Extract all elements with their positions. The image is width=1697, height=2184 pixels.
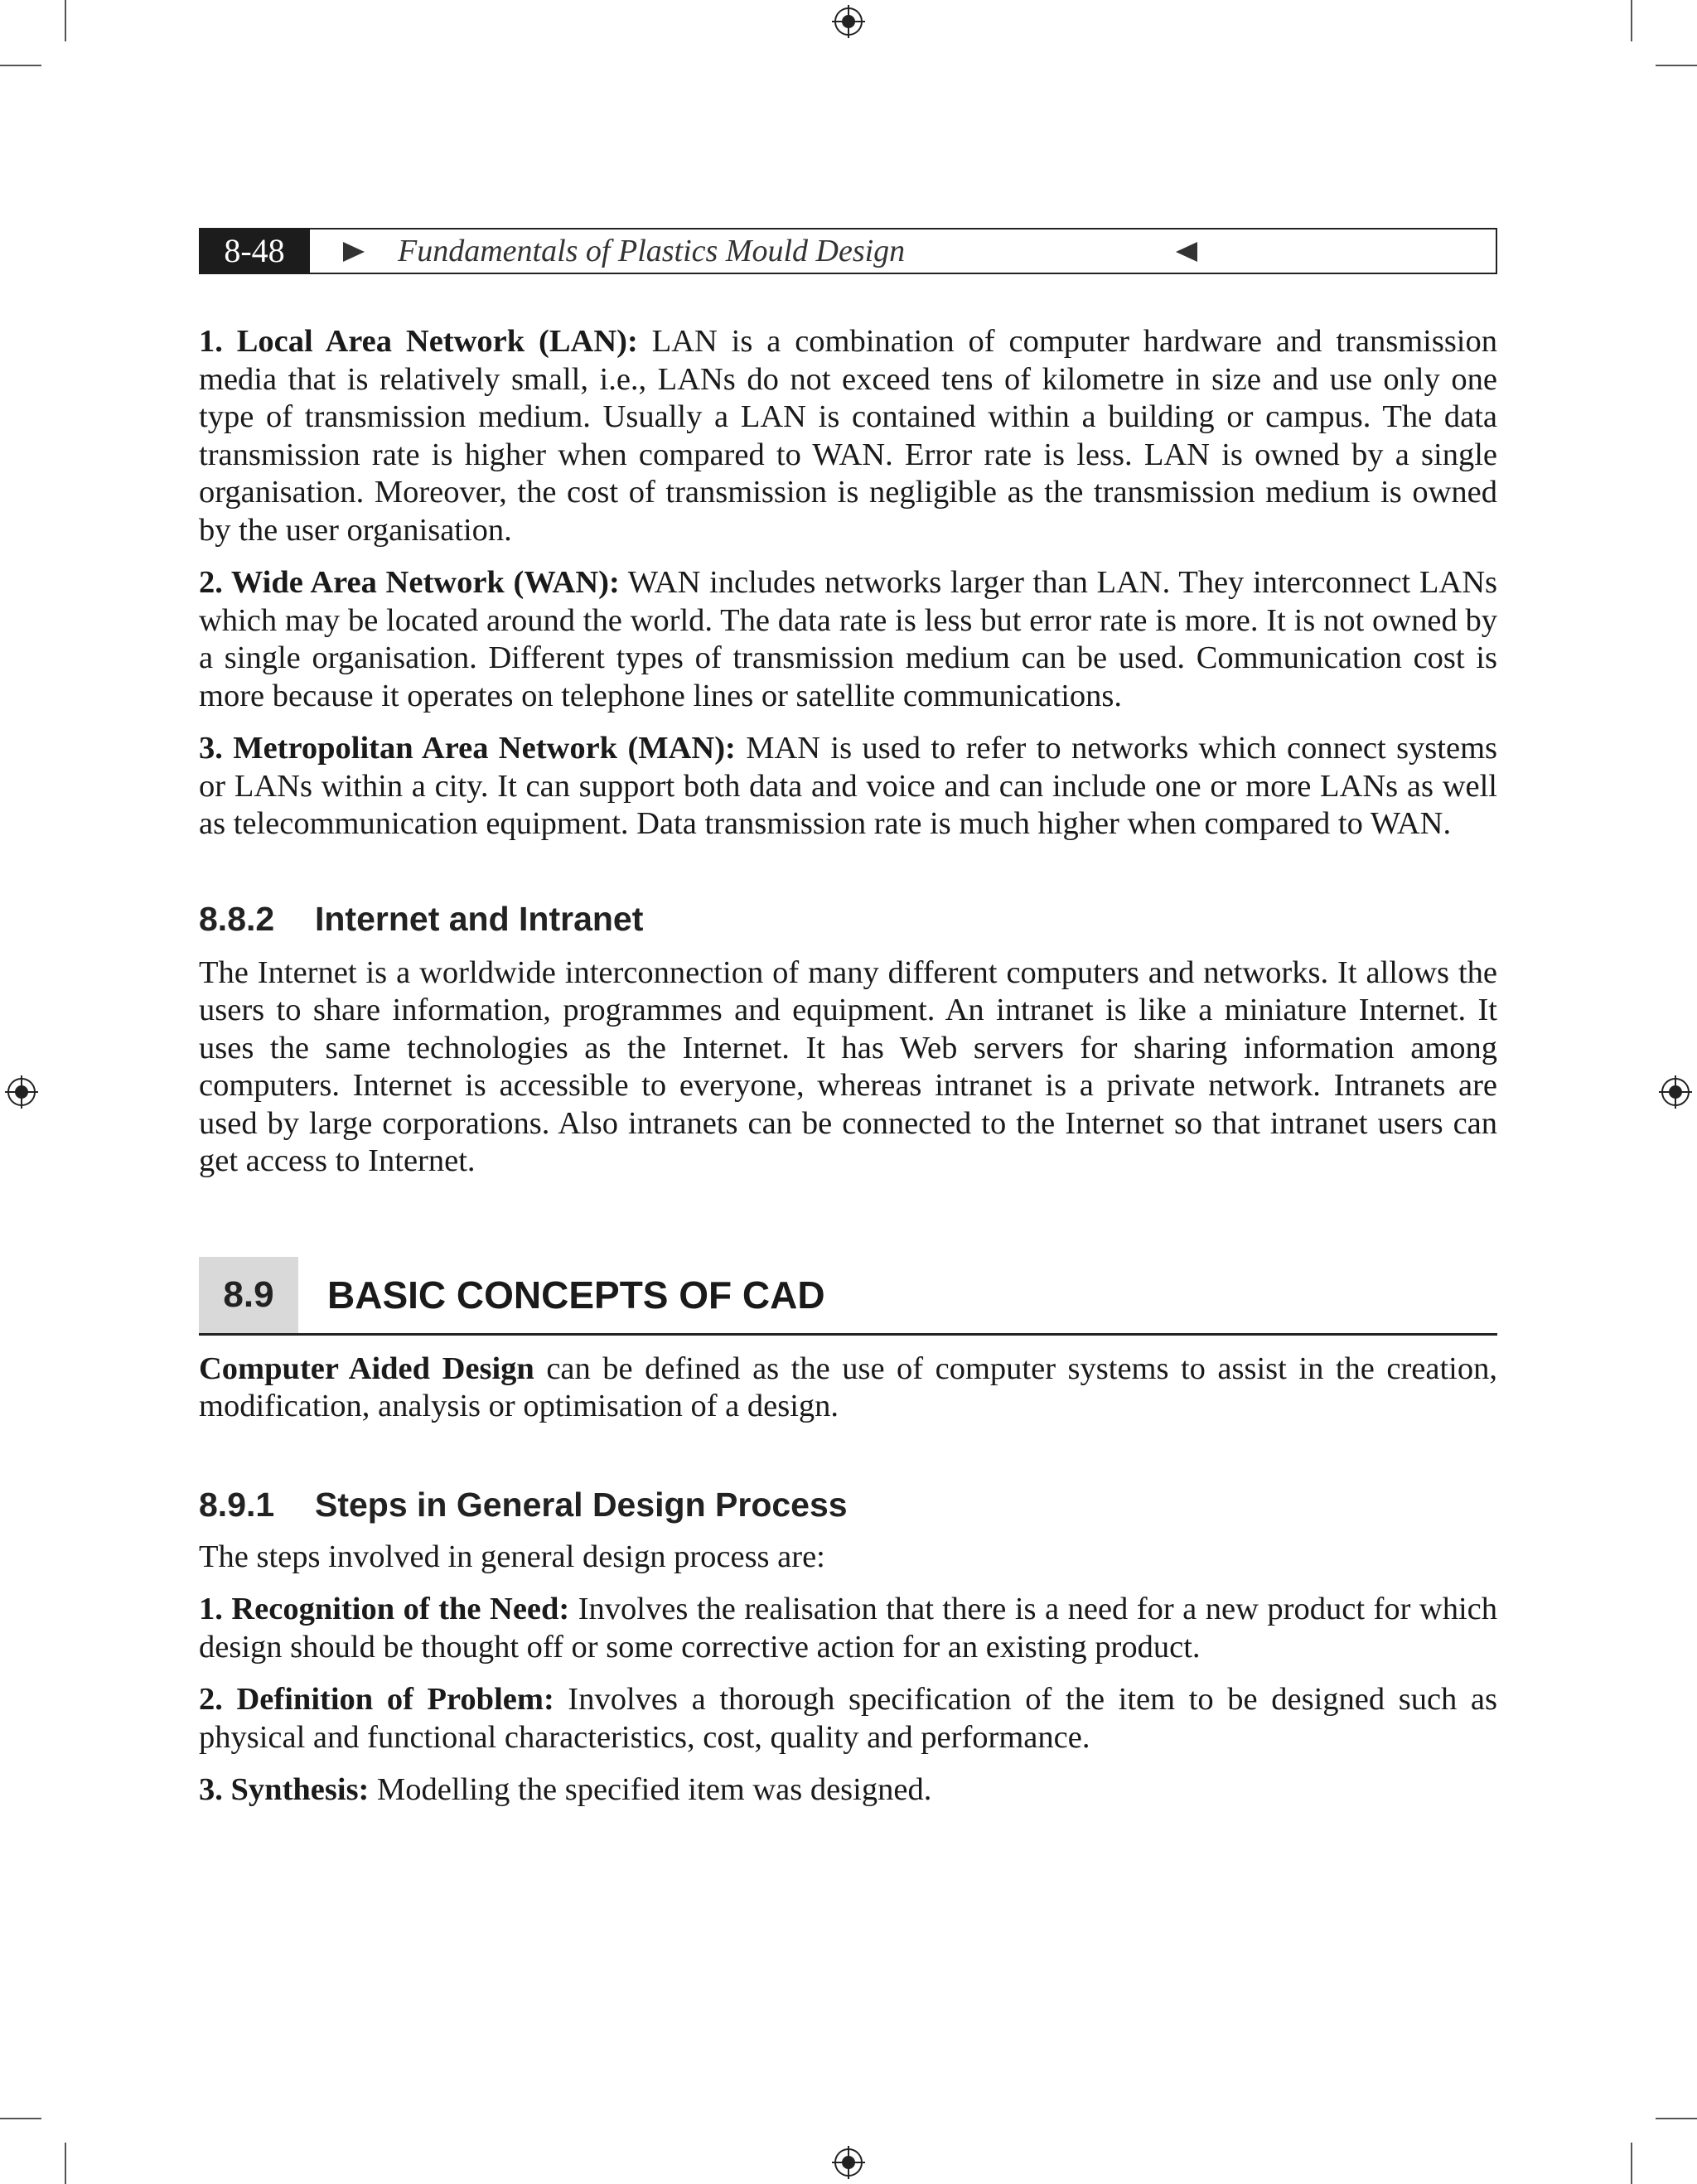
step-text: Modelling the specified item was designed. xyxy=(369,1772,932,1807)
page-content xyxy=(199,323,1497,1824)
definition-text: can be defined as the use of computer systems to assist in the creation, modification, analysis or optimisation of a design. xyxy=(199,1351,1497,1423)
registration-mark-icon xyxy=(5,1075,38,1109)
registration-mark-icon xyxy=(832,2146,865,2179)
cad-section-heading xyxy=(199,1257,1497,1336)
heading-number: 8.8.2 xyxy=(199,899,275,938)
design-process-intro: The steps involved in general design process are: xyxy=(199,1539,825,1574)
page-number: 8-48 xyxy=(199,228,310,274)
network-type-man xyxy=(199,730,1497,843)
crop-mark xyxy=(1656,65,1697,66)
crop-mark xyxy=(65,2143,66,2184)
cad-definition xyxy=(199,1351,1497,1426)
term-text: MAN is used to refer to networks which connect systems or LANs within a city. It can support both data and voice and can include one or more LANs as well as telecommunication equipment. Data transmission rate is much higher when compared to WAN. xyxy=(199,731,1498,841)
internet-heading xyxy=(199,898,1497,940)
design-step xyxy=(199,1771,1497,1810)
arrow-left-icon xyxy=(1176,242,1197,262)
term-label: 1. Local Area Network (LAN): xyxy=(199,324,638,359)
heading-number: 8.9.1 xyxy=(199,1485,275,1524)
step-text: Involves a thorough specification of the item to be designed such as physical and functional characteristics, cost, quality and performance. xyxy=(199,1682,1498,1755)
section-title: BASIC CONCEPTS OF CAD xyxy=(327,1273,825,1317)
step-label: 3. Synthesis: xyxy=(199,1772,370,1807)
step-label: 2. Definition of Problem: xyxy=(199,1682,554,1717)
heading-title: Internet and Intranet xyxy=(315,899,644,938)
definition-term: Computer Aided Design xyxy=(199,1351,534,1386)
term-text: LAN is a combination of computer hardware and transmission media that is relatively small, i.e., LANs do not exceed tens of kilometre in size and use only one type of transmission medium. Usually a LAN is contained within a building or campus. The data transmission rate is higher when compared to WAN. Error rate is less. LAN is owned by a single organisation. Moreover, the cost of transmission is negligible as the transmission medium is owned by the user organisation. xyxy=(199,324,1497,548)
crop-mark xyxy=(1631,0,1632,41)
arrow-right-icon xyxy=(343,242,365,262)
design-step xyxy=(199,1591,1497,1666)
book-title: Fundamentals of Plastics Mould Design xyxy=(398,234,906,268)
term-label: 2. Wide Area Network (WAN): xyxy=(199,565,620,600)
term-text: WAN includes networks larger than LAN. They interconnect LANs which may be located around the world. The data rate is less but error rate is more. It is not owned by a single organisation. Different types of transmission medium can be used. Communication cost is more because it operates on telephone lines or satellite communications. xyxy=(199,565,1497,713)
crop-mark xyxy=(65,0,66,41)
internet-paragraph: The Internet is a worldwide interconnection of many different computers and networks. It allows the users to share information, programmes and equipment. An intranet is like a miniature Internet. It uses the same technologies as the Internet. It has Web servers for sharing information among computers. Internet is accessible to everyone, whereas intranet is a private network. Intranets are used by large corporations. Also intranets can be connected to the Internet so that intranet users can get access to Internet. xyxy=(199,954,1497,1178)
registration-mark-icon xyxy=(832,5,865,38)
running-header xyxy=(199,228,1497,274)
section-number: 8.9 xyxy=(199,1257,298,1333)
registration-mark-icon xyxy=(1659,1075,1692,1109)
crop-mark xyxy=(0,2118,41,2119)
crop-mark xyxy=(1631,2143,1632,2184)
network-type-wan xyxy=(199,564,1497,715)
design-step xyxy=(199,1681,1497,1756)
term-label: 3. Metropolitan Area Network (MAN): xyxy=(199,731,736,766)
heading-title: Steps in General Design Process xyxy=(315,1485,848,1524)
crop-mark xyxy=(1656,2118,1697,2119)
step-text: Involves the realisation that there is a need for a new product for which design should be thought off or some corrective action for an existing product. xyxy=(199,1592,1497,1665)
design-process-heading xyxy=(199,1484,1497,1525)
network-type-lan xyxy=(199,323,1497,549)
step-label: 1. Recognition of the Need: xyxy=(199,1592,570,1626)
crop-mark xyxy=(0,65,41,66)
